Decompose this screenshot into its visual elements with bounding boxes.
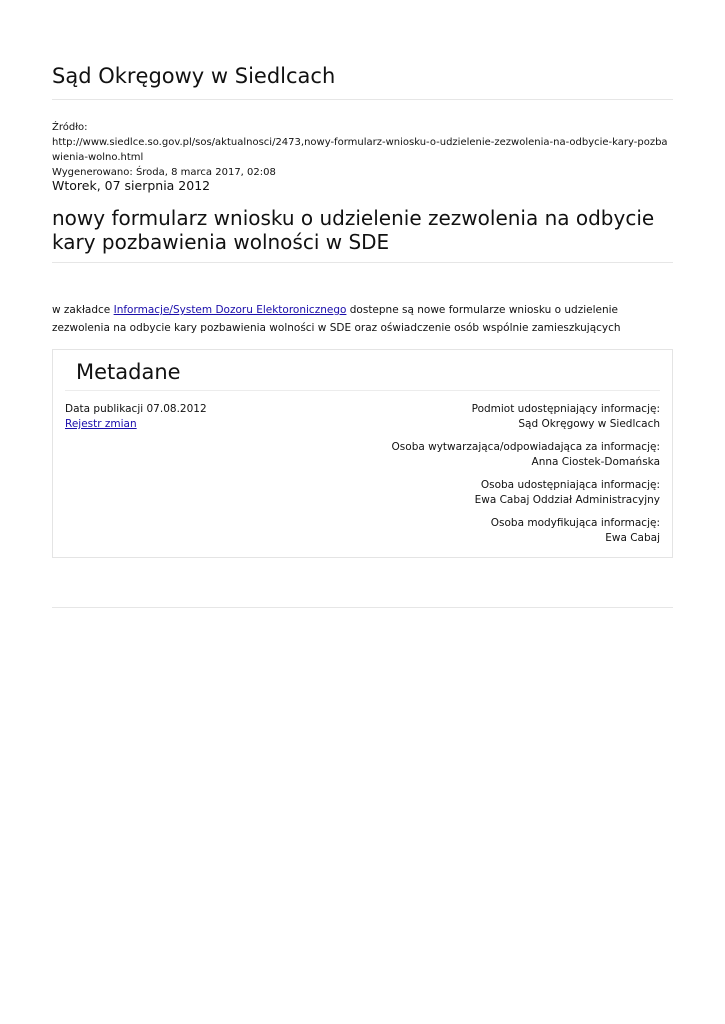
article-body	[52, 301, 673, 337]
metadata-entry	[360, 440, 660, 470]
metadata-entry-label: Osoba wytwarzająca/odpowiadająca za informację:	[391, 441, 660, 453]
metadata-panel	[52, 349, 673, 558]
article-title: nowy formularz wniosku o udzielenie zezwolenia na odbycie kary pozbawienia wolności w SDE	[52, 206, 655, 254]
generated-timestamp: Wygenerowano: Środa, 8 marca 2017, 02:08	[52, 167, 276, 178]
metadata-entry-value: Anna Ciostek-Domańska	[531, 456, 660, 468]
change-log-link[interactable]: Rejestr zmian	[65, 418, 137, 430]
metadata-entry-value: Sąd Okręgowy w Siedlcach	[518, 418, 660, 430]
metadata-entry-label: Osoba udostępniająca informację:	[480, 479, 660, 491]
article-body-prefix: w zakładce	[52, 304, 114, 316]
site-title: Sąd Okręgowy w Siedlcach	[52, 64, 336, 88]
title-divider	[52, 262, 673, 263]
source-label: Źródło:	[52, 122, 88, 133]
source-block	[52, 120, 673, 180]
metadata-entry-value: Ewa Cabaj Oddział Administracyjny	[474, 494, 660, 506]
source-url: http://www.siedlce.so.gov.pl/sos/aktualnosci/2473,nowy-formularz-wniosku-o-udzielenie-zezwolenia-na-odbycie-kary-pozbawienia-wolno.html	[52, 137, 668, 163]
footer-divider	[52, 607, 673, 608]
publication-date: Data publikacji 07.08.2012	[65, 403, 207, 415]
article-body-suffix: dostepne są nowe formularze wniosku o udzielenie zezwolenia na odbycie kary pozbawienia wolności w SDE oraz oświadczenie osób wspólnie zamieszkujących	[52, 304, 621, 334]
article-date: Wtorek, 07 sierpnia 2012	[52, 178, 211, 193]
sde-info-link[interactable]: Informacje/System Dozoru Elektoronicznego	[113, 304, 347, 316]
metadata-entry	[360, 402, 660, 432]
metadata-entry-value: Ewa Cabaj	[605, 532, 660, 544]
header-divider	[52, 99, 673, 100]
metadata-divider	[65, 390, 660, 391]
metadata-entry-label: Podmiot udostępniający informację:	[471, 403, 660, 415]
metadata-entry	[360, 516, 660, 546]
metadata-right-column	[360, 402, 660, 554]
metadata-heading: Metadane	[76, 360, 181, 384]
metadata-entry-label: Osoba modyfikująca informację:	[490, 517, 660, 529]
metadata-left-column	[65, 402, 207, 432]
metadata-entry	[360, 478, 660, 508]
